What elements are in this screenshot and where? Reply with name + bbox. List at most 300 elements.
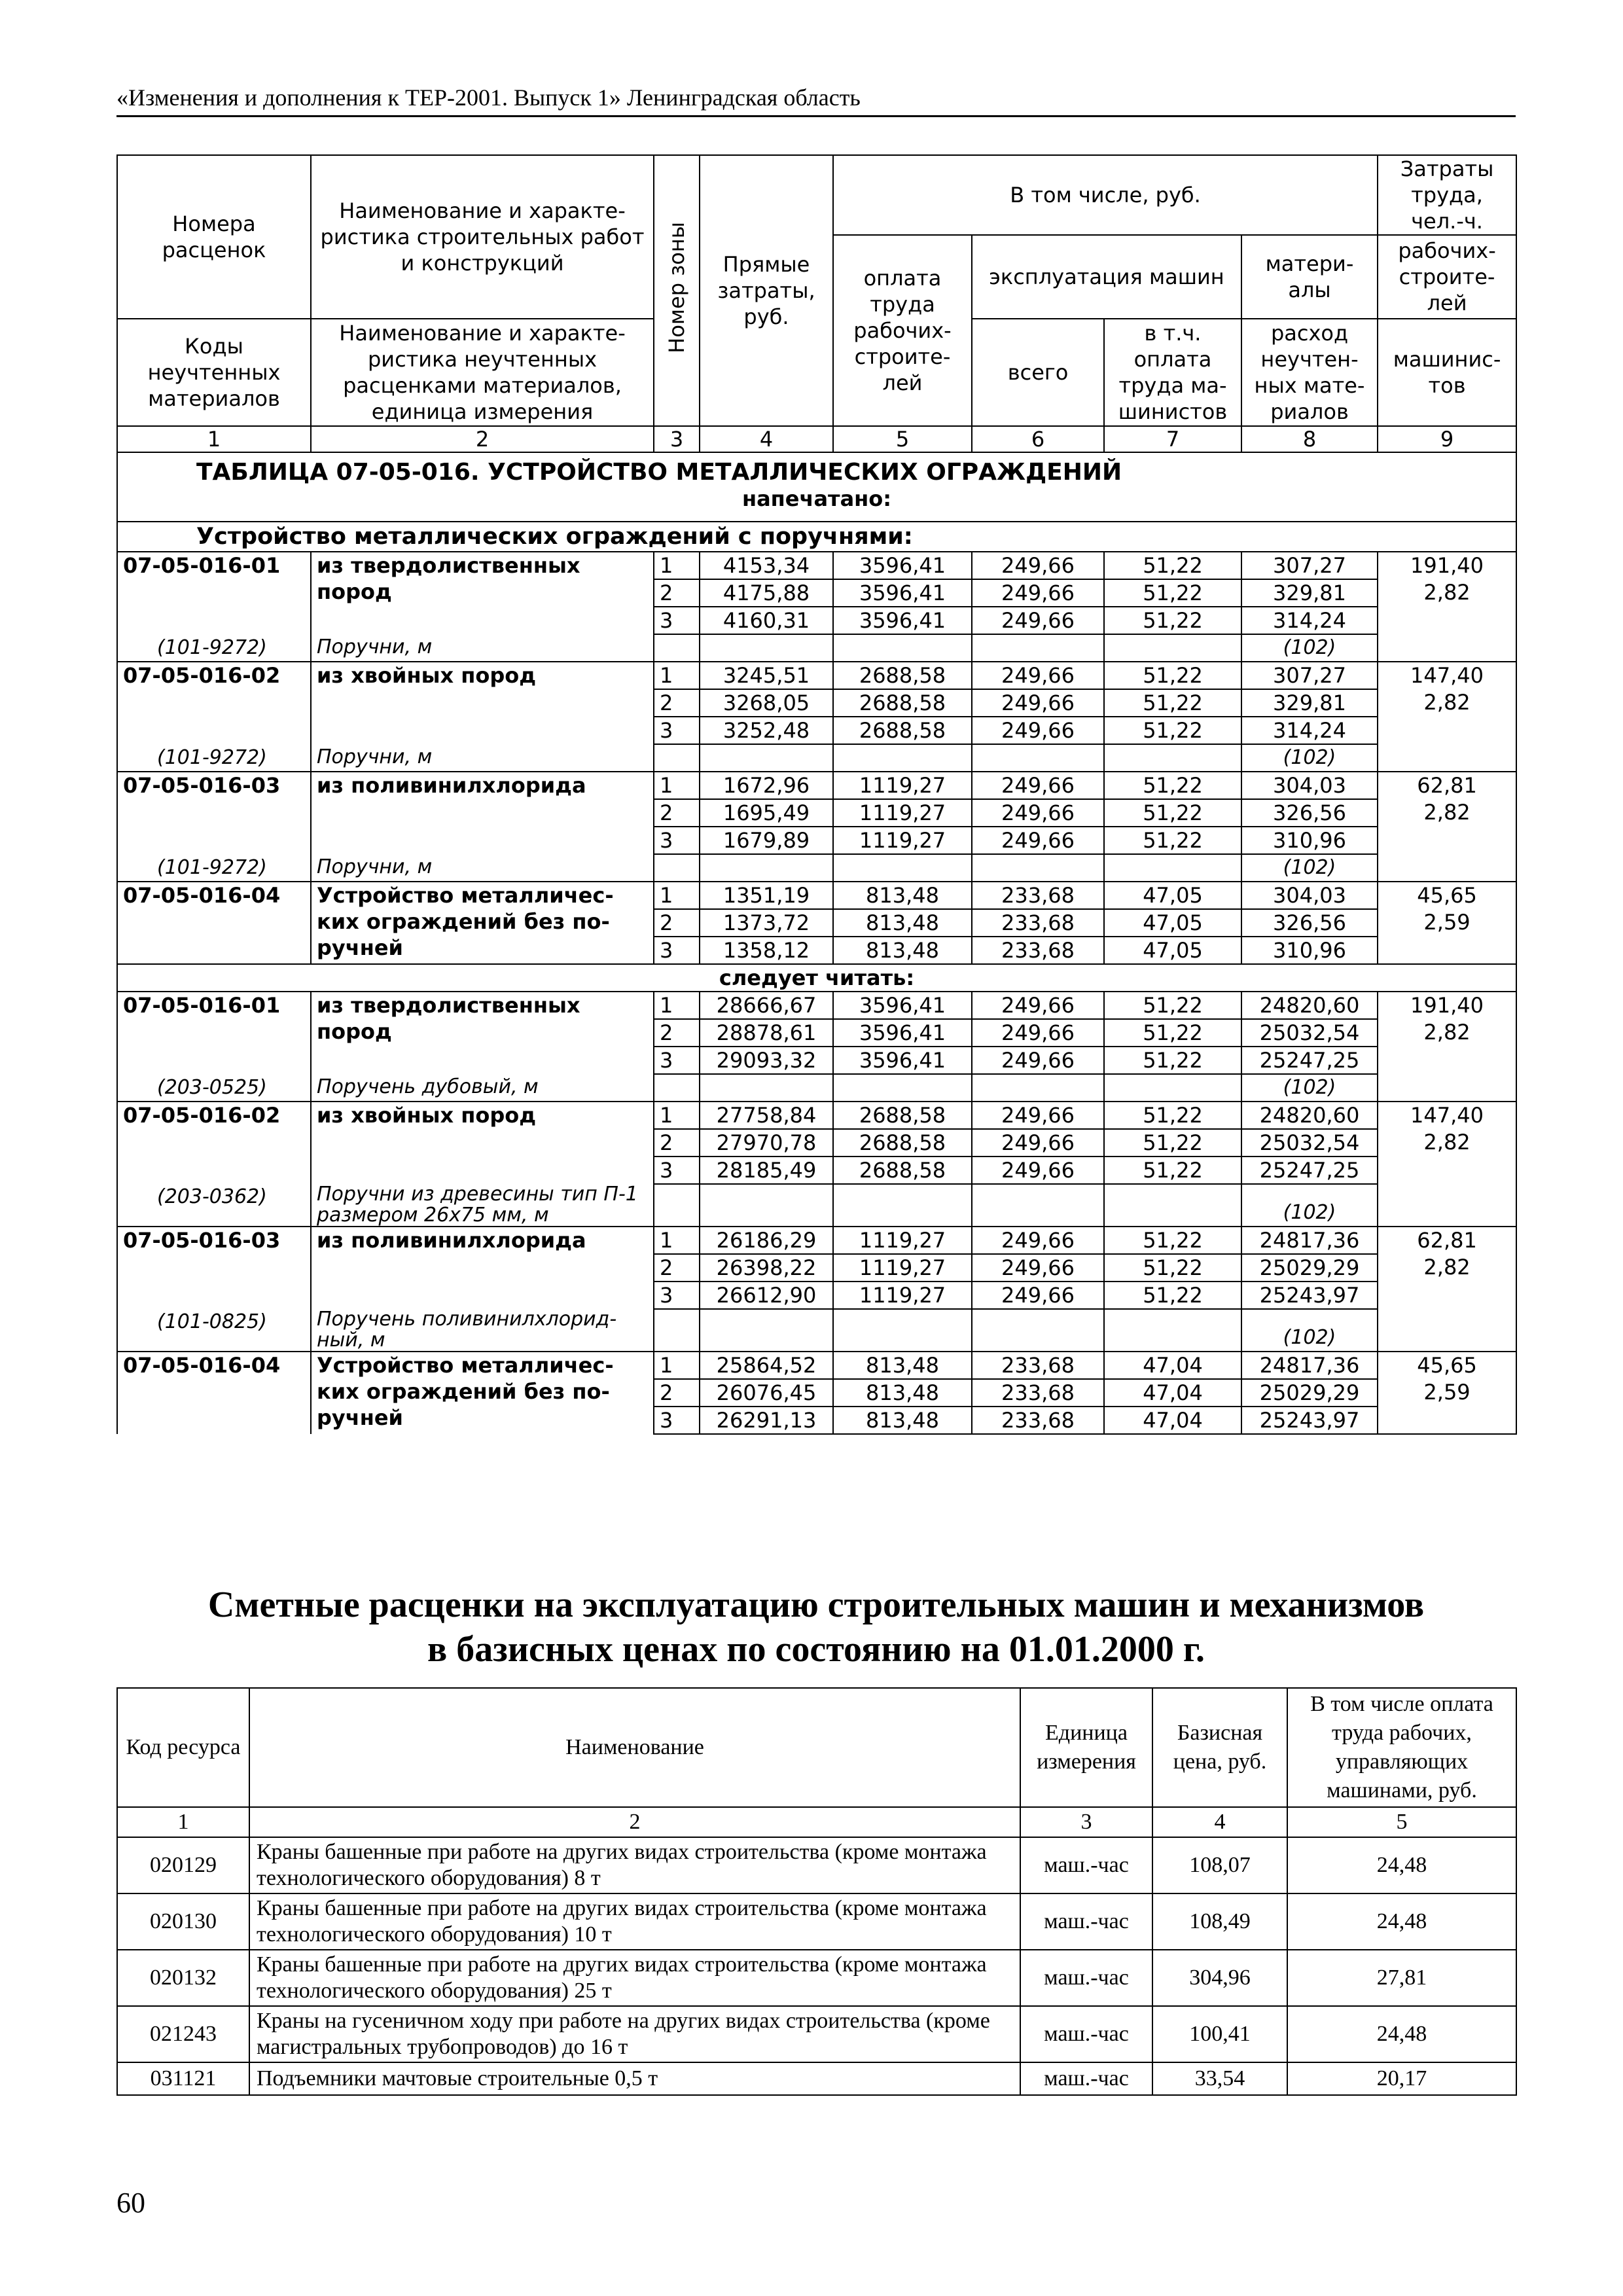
cell-empty [972,744,1104,772]
base-price: 304,96 [1152,1950,1287,2006]
material-code: (101-0825) [117,1309,311,1352]
zone-number: 3 [654,827,700,854]
rate-name-line: пород [317,1019,392,1044]
cell-empty [1104,1309,1241,1352]
machinist-pay: 51,22 [1104,1129,1241,1157]
material-name-line: размером 26х75 мм, м [317,1204,549,1227]
col-header-unit: Единица измерения [1020,1688,1152,1807]
materials-cost: 307,27 [1241,552,1378,579]
machines-table [116,1687,1517,2096]
direct-costs: 1351,19 [700,882,833,909]
labor-empty [1378,1282,1516,1309]
base-price: 100,41 [1152,2006,1287,2062]
rate-name-line: из хвойных пород [317,1103,537,1128]
col-number: 5 [1287,1807,1516,1837]
machines-total: 233,68 [972,909,1104,937]
material-name [311,744,654,772]
machines-numbers-row [117,1807,1516,1837]
material-row [117,854,1516,882]
labor-value: 2,82 [1378,689,1516,717]
cell-empty [1104,1184,1241,1227]
rate-name-line: из поливинилхлорида [317,773,586,798]
resource-code: 021243 [117,2006,249,2062]
materials-cost: 304,03 [1241,882,1378,909]
table-title-row [117,452,1516,486]
labor-empty [1378,607,1516,634]
labor-value: 45,65 [1378,882,1516,909]
labor-value: 2,82 [1378,1254,1516,1282]
zone-empty [654,634,700,662]
zone-number: 1 [654,992,700,1019]
materials-cost: 304,03 [1241,772,1378,799]
machinist-pay: 51,22 [1104,689,1241,717]
resource-code: 031121 [117,2062,249,2095]
rate-code: 07-05-016-04 [117,882,311,964]
wages: 1119,27 [833,827,972,854]
col-header-wages: оплата труда рабочих-строите-лей [833,235,972,426]
direct-costs: 1672,96 [700,772,833,799]
col-header-name: Наименование [249,1688,1020,1807]
cell-empty [972,854,1104,882]
rate-code: 07-05-016-02 [117,662,311,744]
labor-value: 62,81 [1378,772,1516,799]
material-name-line: Поручень поливинилхлорид- [317,1308,617,1331]
labor-value: 2,82 [1378,1019,1516,1047]
direct-costs: 29093,32 [700,1047,833,1074]
materials-cost: 25029,29 [1241,1379,1378,1407]
zone-number: 2 [654,1129,700,1157]
materials-cost: 310,96 [1241,937,1378,964]
direct-costs: 27758,84 [700,1102,833,1129]
materials-cost: 307,27 [1241,662,1378,689]
zone-label: Номер зоны [664,222,689,353]
material-row [117,1309,1516,1352]
cell-empty [700,1184,833,1227]
col-number: 2 [249,1807,1020,1837]
machinist-pay: 51,22 [1104,717,1241,744]
labor-empty [1378,744,1516,772]
cell-empty [833,1184,972,1227]
labor-value: 45,65 [1378,1352,1516,1379]
rate-name-line: ких ограждений без по- [317,909,610,934]
zone-empty [654,854,700,882]
section-row [117,522,1516,552]
wages: 1119,27 [833,1282,972,1309]
wages: 813,48 [833,1379,972,1407]
zone-number: 2 [654,579,700,607]
resource-code: 020129 [117,1837,249,1893]
wages: 813,48 [833,1407,972,1434]
labor-empty [1378,827,1516,854]
rate-row [117,882,1516,909]
direct-costs: 4160,31 [700,607,833,634]
machine-name: Краны башенные при работе на других видах строительства (кроме монтажа технологического оборудования) 25 т [249,1950,1020,2006]
base-price: 108,07 [1152,1837,1287,1893]
rate-name-line: Устройство металличес- [317,1353,614,1378]
machinist-pay: 51,22 [1104,552,1241,579]
rate-name [311,772,654,854]
col-header-labor: Затраты труда, чел.-ч. [1378,155,1516,235]
base-price: 108,49 [1152,1893,1287,1950]
zone-number: 2 [654,1254,700,1282]
labor-value: 2,59 [1378,909,1516,937]
material-code: (203-0362) [117,1184,311,1227]
wages: 2688,58 [833,717,972,744]
direct-costs: 28666,67 [700,992,833,1019]
wages: 3596,41 [833,1019,972,1047]
material-row [117,1074,1516,1102]
materials-cost: 326,56 [1241,909,1378,937]
machines-total: 233,68 [972,937,1104,964]
zone-empty [654,1309,700,1352]
machines-table-body [117,1688,1516,2095]
machines-total: 249,66 [972,1227,1104,1254]
wages: 3596,41 [833,579,972,607]
wages: 2688,58 [833,1102,972,1129]
col-number: 4 [700,426,833,452]
rate-name-line: ких ограждений без по- [317,1379,610,1404]
col-number: 2 [311,426,654,452]
cell-empty [700,854,833,882]
material-code: (101-9272) [117,744,311,772]
rate-name [311,662,654,744]
machinist-pay: 47,05 [1104,882,1241,909]
unit: маш.-час [1020,2006,1152,2062]
labor-value: 147,40 [1378,1102,1516,1129]
zone-number: 2 [654,1379,700,1407]
cell-empty [700,1074,833,1102]
cell-empty [972,1074,1104,1102]
zone-number: 2 [654,1019,700,1047]
labor-value: 147,40 [1378,662,1516,689]
machine-row [117,2062,1516,2095]
machine-name: Краны башенные при работе на других видах строительства (кроме монтажа технологического оборудования) 10 т [249,1893,1020,1950]
direct-costs: 1358,12 [700,937,833,964]
rate-name-line: Устройство металличес- [317,883,614,908]
machines-header-row [117,1688,1516,1807]
rate-name [311,1227,654,1309]
material-name-line: Поручни, м [317,745,433,768]
labor-empty [1378,1157,1516,1184]
labor-empty [1378,1184,1516,1227]
machinist-pay: 51,22 [1104,662,1241,689]
rate-code: 07-05-016-01 [117,992,311,1074]
wages: 1119,27 [833,799,972,827]
zone-number: 1 [654,552,700,579]
zone-number: 2 [654,689,700,717]
zone-number: 3 [654,1407,700,1434]
labor-empty [1378,1074,1516,1102]
zone-number: 1 [654,772,700,799]
labor-empty [1378,1047,1516,1074]
resource-code: 020130 [117,1893,249,1950]
direct-costs: 3268,05 [700,689,833,717]
materials-cost: 329,81 [1241,689,1378,717]
rate-row [117,1102,1516,1129]
machinist-pay: 51,22 [1104,607,1241,634]
direct-costs: 26291,13 [700,1407,833,1434]
material-quantity: (102) [1241,854,1378,882]
labor-empty [1378,854,1516,882]
cell-empty [972,1309,1104,1352]
machines-total: 249,66 [972,772,1104,799]
rate-row [117,1227,1516,1254]
unit: маш.-час [1020,1837,1152,1893]
rate-row [117,662,1516,689]
machines-total: 249,66 [972,1157,1104,1184]
direct-costs: 27970,78 [700,1129,833,1157]
unit: маш.-час [1020,2062,1152,2095]
rates-table-body [117,155,1516,1434]
zone-number: 1 [654,662,700,689]
materials-cost: 25243,97 [1241,1407,1378,1434]
labor-value: 191,40 [1378,992,1516,1019]
machinist-pay: 51,22 [1104,1047,1241,1074]
should-read-row [117,964,1516,992]
machines-title-line2: в базисных ценах по состоянию на 01.01.2000 г. [427,1629,1205,1670]
machine-row [117,1950,1516,2006]
zone-number: 1 [654,1102,700,1129]
wages: 2688,58 [833,662,972,689]
material-name [311,1184,654,1227]
materials-cost: 25029,29 [1241,1254,1378,1282]
rate-name-line: ручней [317,1405,403,1430]
material-name [311,1074,654,1102]
operator-pay: 20,17 [1287,2062,1516,2095]
wages: 813,48 [833,909,972,937]
machines-total: 249,66 [972,1254,1104,1282]
wages: 813,48 [833,1352,972,1379]
col-header-material-codes: Коды неучтенных материалов [117,319,311,426]
rate-row [117,552,1516,579]
col-number: 1 [117,1807,249,1837]
col-header-machinists: машинис-тов [1378,319,1516,426]
cell-empty [833,1074,972,1102]
col-header-direct-costs: Прямые затраты, руб. [700,155,833,426]
machines-total: 249,66 [972,1129,1104,1157]
machinist-pay: 51,22 [1104,579,1241,607]
material-code: (203-0525) [117,1074,311,1102]
machines-title-line1: Сметные расценки на эксплуатацию строительных машин и механизмов [207,1585,1425,1625]
zone-number: 3 [654,937,700,964]
col-number: 6 [972,426,1104,452]
col-header-materials: матери-алы [1241,235,1378,319]
rate-name-line: пород [317,579,392,604]
operator-pay: 24,48 [1287,1893,1516,1950]
col-header-resource-code: Код ресурса [117,1688,249,1807]
machinist-pay: 51,22 [1104,799,1241,827]
machines-total: 249,66 [972,799,1104,827]
material-row [117,1184,1516,1227]
machines-total: 249,66 [972,1019,1104,1047]
zone-number: 3 [654,1157,700,1184]
rate-name-line: из поливинилхлорида [317,1228,586,1253]
base-price: 33,54 [1152,2062,1287,2095]
materials-cost: 24817,36 [1241,1227,1378,1254]
zone-number: 3 [654,1047,700,1074]
operator-pay: 27,81 [1287,1950,1516,2006]
machine-row [117,1893,1516,1950]
unit: маш.-час [1020,1950,1152,2006]
wages: 2688,58 [833,1129,972,1157]
machines-total: 249,66 [972,552,1104,579]
machines-total: 233,68 [972,1407,1104,1434]
table-title: ТАБЛИЦА 07-05-016. УСТРОЙСТВО МЕТАЛЛИЧЕСКИХ ОГРАЖДЕНИЙ [117,452,1516,486]
machinist-pay: 47,05 [1104,937,1241,964]
machinist-pay: 51,22 [1104,1254,1241,1282]
labor-empty [1378,1309,1516,1352]
cell-empty [1104,634,1241,662]
cell-empty [972,634,1104,662]
col-number: 8 [1241,426,1378,452]
machines-total: 249,66 [972,579,1104,607]
zone-empty [654,744,700,772]
col-number: 1 [117,426,311,452]
direct-costs: 3245,51 [700,662,833,689]
material-quantity: (102) [1241,1074,1378,1102]
materials-cost: 326,56 [1241,799,1378,827]
material-code: (101-9272) [117,634,311,662]
machinist-pay: 51,22 [1104,1019,1241,1047]
material-row [117,744,1516,772]
cell-empty [1104,744,1241,772]
labor-value: 191,40 [1378,552,1516,579]
wages: 3596,41 [833,552,972,579]
material-quantity: (102) [1241,634,1378,662]
materials-cost: 314,24 [1241,717,1378,744]
direct-costs: 4175,88 [700,579,833,607]
machines-total: 249,66 [972,689,1104,717]
machine-row [117,1837,1516,1893]
materials-cost: 310,96 [1241,827,1378,854]
unit: маш.-час [1020,1893,1152,1950]
wages: 1119,27 [833,1254,972,1282]
material-name [311,854,654,882]
operator-pay: 24,48 [1287,1837,1516,1893]
cell-empty [700,1309,833,1352]
should-read-label: следует читать: [117,964,1516,992]
machines-total: 233,68 [972,1379,1104,1407]
col-header-including: В том числе, руб. [833,155,1378,235]
material-name-line: Поручень дубовый, м [317,1075,539,1098]
machines-total: 233,68 [972,1352,1104,1379]
direct-costs: 1373,72 [700,909,833,937]
materials-cost: 24817,36 [1241,1352,1378,1379]
materials-cost: 24820,60 [1241,1102,1378,1129]
rate-code: 07-05-016-03 [117,1227,311,1309]
col-number: 4 [1152,1807,1287,1837]
col-header-machines: эксплуатация машин [972,235,1241,319]
cell-empty [833,744,972,772]
direct-costs: 25864,52 [700,1352,833,1379]
machines-total: 249,66 [972,717,1104,744]
running-header: «Изменения и дополнения к ТЕР-2001. Выпуск 1» Ленинградская область [116,84,1516,117]
page-number: 60 [116,2187,145,2219]
material-quantity: (102) [1241,1309,1378,1352]
col-header-machines-total: всего [972,319,1104,426]
machine-row [117,2006,1516,2062]
material-code: (101-9272) [117,854,311,882]
material-quantity: (102) [1241,1184,1378,1227]
material-name-line: Поручни, м [317,855,433,878]
printed-label: напечатано: [117,486,1516,522]
col-number: 3 [654,426,700,452]
rate-name-line: из твердолиственных [317,553,580,578]
material-row [117,634,1516,662]
wages: 813,48 [833,937,972,964]
wages: 3596,41 [833,1047,972,1074]
col-header-rate-numbers: Номера расценок [117,155,311,319]
materials-cost: 25032,54 [1241,1019,1378,1047]
machinist-pay: 51,22 [1104,992,1241,1019]
cell-empty [700,744,833,772]
rate-name [311,552,654,634]
resource-code: 020132 [117,1950,249,2006]
machinist-pay: 51,22 [1104,1282,1241,1309]
direct-costs: 26076,45 [700,1379,833,1407]
machines-total: 249,66 [972,1282,1104,1309]
cell-empty [972,1184,1104,1227]
wages: 1119,27 [833,772,972,799]
rate-row [117,992,1516,1019]
col-number: 7 [1104,426,1241,452]
column-numbers-row [117,426,1516,452]
wages: 1119,27 [833,1227,972,1254]
direct-costs: 28878,61 [700,1019,833,1047]
labor-value: 2,82 [1378,799,1516,827]
machinist-pay: 47,04 [1104,1379,1241,1407]
machines-total: 249,66 [972,1102,1104,1129]
direct-costs: 26398,22 [700,1254,833,1282]
cell-empty [1104,1074,1241,1102]
cell-empty [833,634,972,662]
direct-costs: 1695,49 [700,799,833,827]
material-name [311,634,654,662]
wages: 2688,58 [833,689,972,717]
material-quantity: (102) [1241,744,1378,772]
machinist-pay: 47,04 [1104,1352,1241,1379]
materials-cost: 25247,25 [1241,1157,1378,1184]
labor-value: 2,59 [1378,1379,1516,1407]
col-number: 9 [1378,426,1516,452]
machinist-pay: 47,04 [1104,1407,1241,1434]
col-number: 3 [1020,1807,1152,1837]
labor-value: 62,81 [1378,1227,1516,1254]
col-header-work-name: Наименование и характе-ристика строительных работ и конструкций [311,155,654,319]
machinist-pay: 51,22 [1104,1227,1241,1254]
labor-empty [1378,937,1516,964]
wages: 3596,41 [833,992,972,1019]
rate-name [311,992,654,1074]
rate-code: 07-05-016-03 [117,772,311,854]
cell-empty [833,1309,972,1352]
zone-number: 1 [654,882,700,909]
wages: 3596,41 [833,607,972,634]
col-header-machinist-pay: в т.ч. оплата труда ма-шинистов [1104,319,1241,426]
labor-empty [1378,1407,1516,1434]
machines-total: 233,68 [972,882,1104,909]
rate-code: 07-05-016-02 [117,1102,311,1184]
materials-cost: 25243,97 [1241,1282,1378,1309]
direct-costs: 28185,49 [700,1157,833,1184]
labor-empty [1378,717,1516,744]
operator-pay: 24,48 [1287,2006,1516,2062]
machines-total: 249,66 [972,827,1104,854]
zone-number: 2 [654,799,700,827]
machinist-pay: 51,22 [1104,827,1241,854]
rate-name-line: из хвойных пород [317,663,537,688]
materials-cost: 329,81 [1241,579,1378,607]
